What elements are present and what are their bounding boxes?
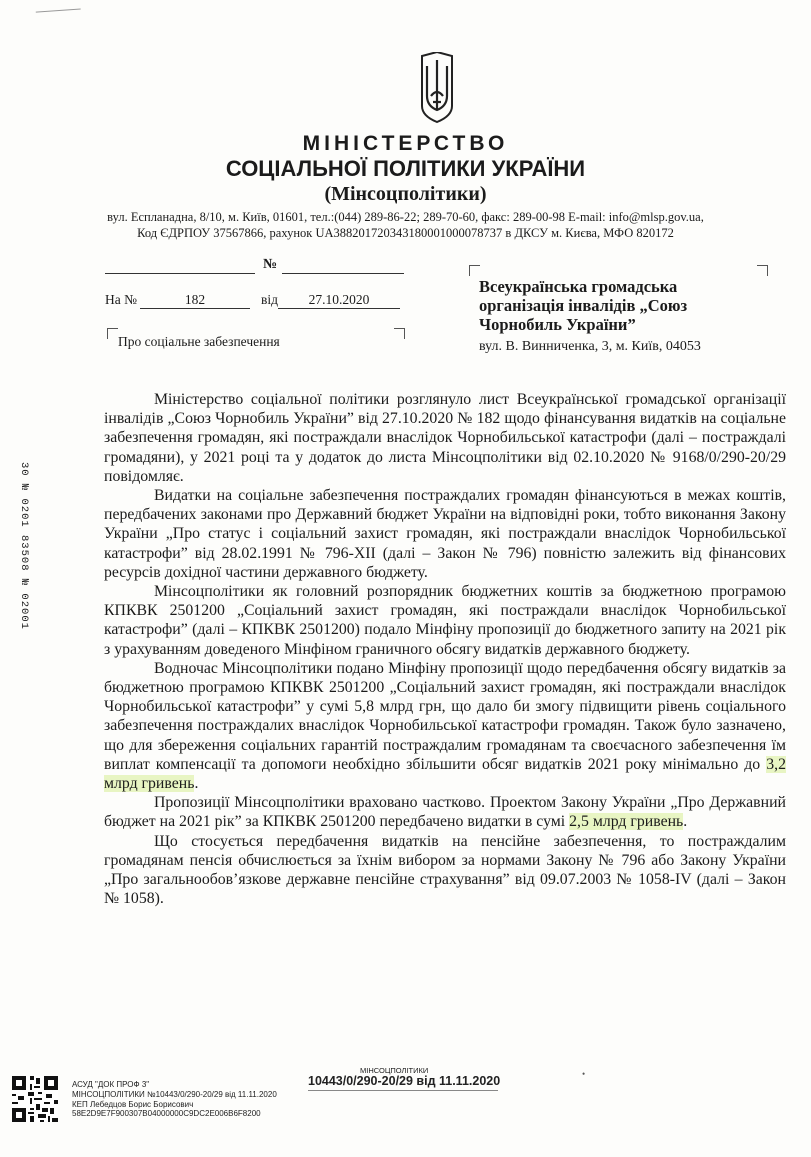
- ministry-short-name: (Мінсоцполітики): [324, 183, 487, 205]
- footer-line-3: КЕП Лебедцов Борис Борисович: [72, 1099, 194, 1109]
- highlighted-amount-2: 2,5 млрд гривень: [569, 813, 684, 831]
- footer-line-2: МІНСОЦПОЛІТИКИ №10443/0/290-20/29 від 11.11.2020: [72, 1089, 277, 1099]
- paragraph-4-text: Водночас Мінсоцполітики подано Мінфіну пропозиції щодо передбачення обсягу видатків за бюджетною програмою КПКВК 2501200 „Соціальний захист громадян, які постраждали внаслідок Чорнобильської катастрофи” у сумі 5,8 млрд грн, що дало би змогу підвищити рівень соціального забезпечення постраждалих внаслідок Чорнобильської катастрофи громадян. Також було зазначено, що для збереження соціальних гарантій постраждалим громадянам та своєчасного забезпечення їм виплат компенсації та допомоги необхідно збільшити обсяг видатків 2021 року мінімально до: [104, 659, 786, 773]
- footer-line-1: АСУД "ДОК ПРОФ 3": [72, 1080, 150, 1089]
- recipient-bracket-right: [757, 265, 768, 276]
- letter-subject: Про соціальне забезпечення: [118, 334, 280, 349]
- highlighted-amount-1: 3,2 млрд гривень: [104, 755, 786, 793]
- reference-date-label: від: [261, 292, 278, 307]
- scan-mark: •: [582, 1069, 586, 1079]
- ministry-title: МІНІСТЕРСТВО: [302, 132, 509, 155]
- registration-stamp-label: МІНСОЦПОЛІТИКИ: [360, 1066, 429, 1075]
- ministry-bank-details: Код ЄДРПОУ 37567866, рахунок UA388201720343180001000078737 в ДКСУ м. Києва, МФО 820172: [137, 226, 674, 240]
- e-signature-footer: [72, 1080, 277, 1119]
- outgoing-date-field: [282, 262, 404, 274]
- side-barcode: [16, 462, 32, 872]
- recipient-name: [479, 277, 687, 334]
- registration-stamp-number: 10443/0/290-20/29 від 11.11.2020: [308, 1074, 501, 1088]
- trident-emblem-icon: [417, 52, 457, 124]
- recipient-bracket-left: [469, 265, 480, 276]
- footer-line-4: 58E2D9E7F900307B04000000C9DC2E006B6F8200: [72, 1109, 261, 1119]
- subject-bracket-left: [107, 328, 118, 339]
- recipient-address: вул. В. Винниченка, 3, м. Київ, 04053: [479, 339, 701, 354]
- reference-label: На №: [105, 292, 137, 307]
- paragraph-1: Міністерство соціальної політики розглянуло лист Всеукраїнської громадської організації інвалідів „Союз Чорнобиль України” від 27.10.2020 № 182 щодо фінансування видатків на соціальне забезпечення громадян, які постраждали внаслідок Чорнобильської катастрофи (далі – постраждалі громадяни), у 2021 році та у додаток до листа Мінсоцполітики від 02.10.2020 № 9168/0/290-20/29 повідомляє.: [104, 391, 786, 485]
- side-barcode-text: 30 № 0201 83508 № 02001: [18, 462, 30, 630]
- stamp-underline: [308, 1090, 498, 1091]
- paragraph-4-end: .: [194, 775, 199, 793]
- recipient-line-1: Всеукраїнська громадська: [479, 277, 678, 296]
- reference-date: 27.10.2020: [278, 292, 400, 309]
- paragraph-5: [104, 793, 786, 831]
- recipient-line-3: Чорнобиль України”: [479, 315, 636, 334]
- paragraph-5-text: Пропозиції Мінсоцполітики враховано частково. Проектом Закону України „Про Державний бюджет на 2021 рік” за КПКВК 2501200 передбачено видатки в сумі: [104, 794, 786, 831]
- ministry-address: вул. Еспланадна, 8/10, м. Київ, 01601, тел.:(044) 289-86-22; 289-70-60, факс: 289-00-98 E-mail: info@mlsp.gov.ua,: [107, 210, 704, 224]
- margin-scratch: [36, 8, 82, 20]
- subject-bracket-right: [394, 328, 405, 339]
- outgoing-number-field: [105, 262, 255, 274]
- qr-code-icon: [12, 1076, 58, 1122]
- letter-body: [104, 390, 786, 908]
- paragraph-2: Видатки на соціальне забезпечення постраждалих громадян фінансуються в межах коштів, передбачених законами про Державний бюджет України на відповідні роки, тобто виконання Закону України „Про статус і соціальний захист громадян, які постраждали внаслідок Чорнобильської катастрофи” від 28.02.1991 № 796-XII (далі – Закон № 796) повністю залежить від фінансових ресурсів дохідної частини державного бюджету.: [104, 487, 786, 581]
- paragraph-4: [104, 659, 786, 793]
- paragraph-3: Мінсоцполітики як головний розпорядник бюджетних коштів за бюджетною програмою КПКВК 2501200 „Соціальний захист громадян, які постраждали внаслідок Чорнобильської катастрофи” (далі – КПКВК 2501200) подало Мінфіну пропозиції до бюджетного запиту на 2021 рік з урахуванням доведеного Мінфіном граничного обсягу видатків державного бюджету.: [104, 583, 786, 658]
- number-sign-label: №: [263, 257, 278, 272]
- recipient-line-2: організація інвалідів „Союз: [479, 296, 688, 315]
- reference-number: 182: [140, 292, 250, 309]
- paragraph-5-end: .: [683, 813, 688, 831]
- ministry-subtitle: СОЦІАЛЬНОЇ ПОЛІТИКИ УКРАЇНИ: [225, 156, 586, 181]
- paragraph-6: Що стосується передбачення видатків на пенсійне забезпечення, то постраждалим громадянам пенсія обчислюється за їхнім вибором за нормами Закону № 796 або Закону України „Про загальнообов’язкове державне пенсійне страхування” від 09.07.2003 № 1058-IV (далі – Закон № 1058).: [104, 832, 786, 908]
